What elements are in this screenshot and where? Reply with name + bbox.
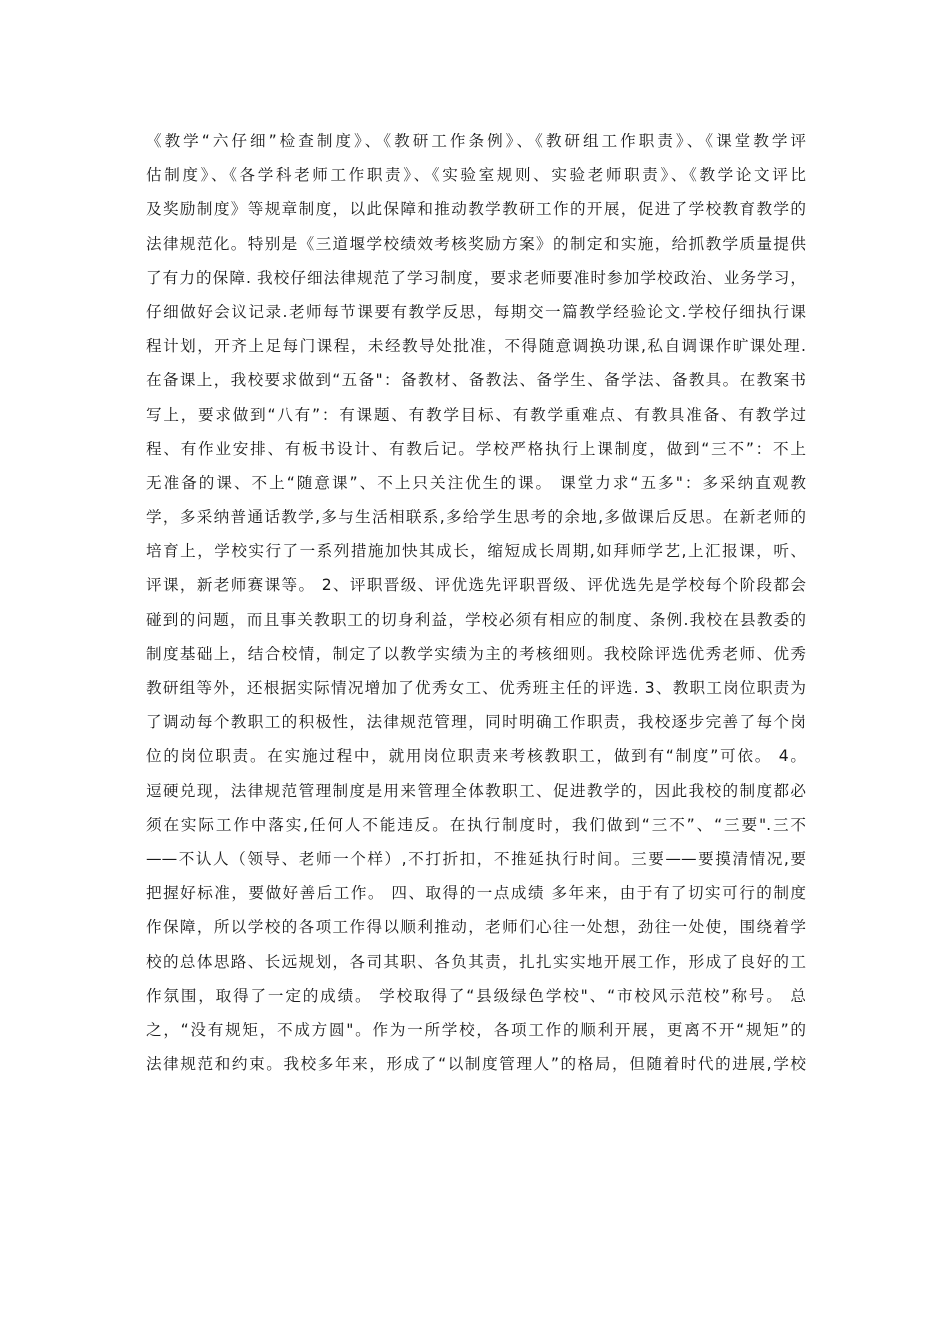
- text-line: 位的岗位职责。在实施过程中，就用岗位职责来考核教职工，做到有“制度”可依。 4。: [146, 747, 806, 766]
- text-line: 了调动每个教职工的积极性，法律规范管理，同时明确工作职责，我校逐步完善了每个岗: [146, 713, 806, 732]
- text-line: 须在实际工作中落实,任何人不能违反。在执行制度时，我们做到“三不”、“三要".三不: [146, 815, 806, 834]
- text-line: 作保障，所以学校的各项工作得以顺利推动，老师们心往一处想，劲往一处使，围绕着学: [146, 918, 806, 937]
- document-body: [146, 124, 806, 1081]
- text-line: 程、有作业安排、有板书设计、有教后记。学校严格执行上课制度，做到“三不”：不上: [146, 439, 806, 458]
- text-line: 逗硬兑现，法律规范管理制度是用来管理全体教职工、促进教学的，因此我校的制度都必: [146, 781, 806, 800]
- text-line: 估制度》、《各学科老师工作职责》、《实验室规则、实验老师职责》、《教学论文评比: [146, 166, 806, 185]
- text-line: ——不认人（领导、老师一个样）,不打折扣，不推延执行时间。三要——要摸清情况,要: [146, 849, 806, 868]
- text-line: 仔细做好会议记录.老师每节课要有教学反思，每期交一篇教学经验论文.学校仔细执行课: [146, 302, 806, 321]
- text-line: 及奖励制度》等规章制度，以此保障和推动教学教研工作的开展，促进了学校教育教学的: [146, 200, 806, 219]
- text-line: 《教学“六仔细”检查制度》、《教研工作条例》、《教研组工作职责》、《课堂教学评: [146, 132, 806, 150]
- text-line: 碰到的问题，而且事关教职工的切身利益，学校必须有相应的制度、条例.我校在县教委的: [146, 610, 806, 629]
- text-line: 了有力的保障. 我校仔细法律规范了学习制度，要求老师要准时参加学校政治、业务学习，: [146, 268, 806, 287]
- text-line: 教研组等外，还根据实际情况增加了优秀女工、优秀班主任的评选. 3、教职工岗位职责为: [146, 679, 806, 697]
- text-line: 制度基础上，结合校情，制定了以教学实绩为主的考核细则。我校除评选优秀老师、优秀: [146, 644, 806, 663]
- text-line: 写上，要求做到“八有”：有课题、有教学目标、有教学重难点、有教具准备、有教学过: [146, 405, 806, 424]
- text-line: 无准备的课、不上“随意课”、不上只关注优生的课。 课堂力求“五多"：多采纳直观教: [146, 473, 806, 492]
- text-line: 作氛围，取得了一定的成绩。 学校取得了“县级绿色学校"、“市校风示范校”称号。 总: [146, 986, 806, 1005]
- text-line: 法律规范化。特别是《三道堰学校绩效考核奖励方案》的制定和实施，给抓教学质量提供: [146, 234, 806, 253]
- text-line: 把握好标准，要做好善后工作。 四、取得的一点成绩 多年来，由于有了切实可行的制度: [146, 884, 806, 903]
- text-line: 在备课上，我校要求做到“五备"：备教材、备教法、备学生、备学法、备教具。在教案书: [146, 371, 806, 390]
- text-line: 学，多采纳普通话教学,多与生活相联系,多给学生思考的余地,多做课后反思。在新老师的: [146, 508, 806, 527]
- text-line: 培育上，学校实行了一系列措施加快其成长，缩短成长周期,如拜师学艺,上汇报课，听、: [146, 542, 806, 561]
- text-line: 程计划，开齐上足每门课程，未经教导处批准，不得随意调换功课,私自调课作旷课处理.: [146, 337, 806, 356]
- text-line: 评课，新老师赛课等。 2、评职晋级、评优选先评职晋级、评优选先是学校每个阶段都会: [146, 576, 806, 595]
- text-line: 法律规范和约束。我校多年来，形成了“以制度管理人”的格局，但随着时代的进展,学校: [146, 1055, 806, 1074]
- text-line: 校的总体思路、长远规划，各司其职、各负其责，扎扎实实地开展工作，形成了良好的工: [146, 952, 806, 971]
- text-line: 之，“没有规矩，不成方圆"。作为一所学校，各项工作的顺利开展，更离不开“规矩”的: [146, 1020, 806, 1039]
